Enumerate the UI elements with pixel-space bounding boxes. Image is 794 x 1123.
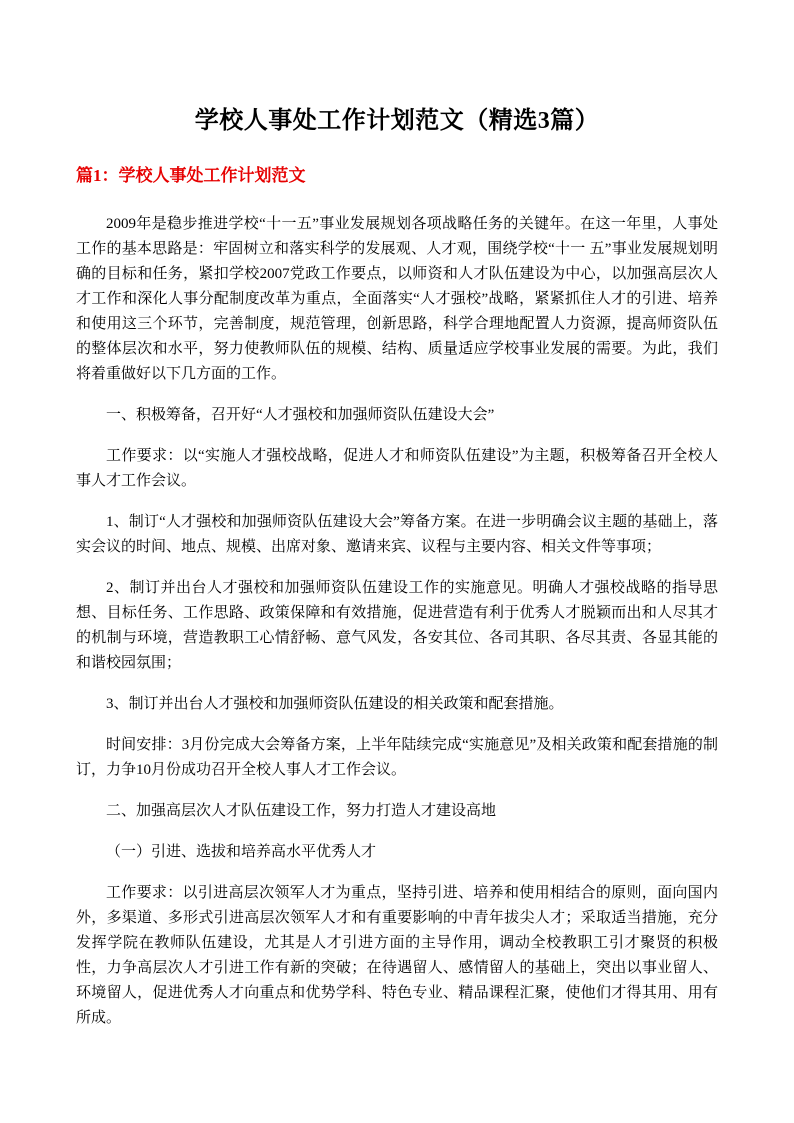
paragraph-item-2: 2、制订并出台人才强校和加强师资队伍建设工作的实施意见。明确人才强校战略的指导思想、目标任务、工作思路、政策保障和有效措施，促进营造有利于优秀人才脱颖而出和人尽其才的机制与环境，营造教职工心情舒畅、意气风发，各安其位、各司其职、各尽其责、各显其能的和谐校园氛围； [76,580,718,671]
paragraph-heading-2: 二、加强高层次人才队伍建设工作，努力打造人才建设高地 [106,803,497,819]
document-title: 学校人事处工作计划范文（精选3篇） [194,108,600,134]
paragraph-item-1: 1、制订“人才强校和加强师资队伍建设大会”筹备方案。在进一步明确会议主题的基础上，落实会议的时间、地点、规模、出席对象、邀请来宾、议程与主要内容、相关文件等事项； [76,514,718,555]
paragraph-item-3: 3、制订并出台人才强校和加强师资队伍建设的相关政策和配套措施。 [106,696,564,712]
paragraph-work-requirement-2: 工作要求：以引进高层次领军人才为重点，坚持引进、培养和使用相结合的原则，面向国内外，多渠道、多形式引进高层次领军人才和有重要影响的中青年拔尖人才；采取适当措施，充分发挥学院在教师队伍建设，尤其是人才引进方面的主导作用，调动全校教职工引才聚贤的积极性，力争高层次人才引进工作有新的突破；在待遇留人、感情留人的基础上，突出以事业留人、环境留人，促进优秀人才向重点和优势学科、特色专业、精品课程汇聚，使他们才得其用、用有所成。 [76,885,718,1026]
paragraph-heading-1: 一、积极筹备，召开好“人才强校和加强师资队伍建设大会” [106,407,495,423]
section-heading: 篇1：学校人事处工作计划范文 [76,166,306,185]
paragraph-schedule: 时间安排：3月份完成大会筹备方案，上半年陆续完成“实施意见”及相关政策和配套措施的制订，力争10月份成功召开全校人事人才工作会议。 [76,737,718,778]
paragraph-intro: 2009年是稳步推进学校“十一五”事业发展规划各项战略任务的关键年。在这一年里，人事处工作的基本思路是：牢固树立和落实科学的发展观、人才观，围绕学校“十一 五”事业发展规划明确的目标和任务，紧扣学校2007党政工作要点，以师资和人才队伍建设为中心，以加强高层次人才工作和深化人事分配制度改革为重点，全面落实“人才强校”战略，紧紧抓住人才的引进、培养和使用这三个环节，完善制度，规范管理，创新思路，科学合理地配置人力资源，提高师资队伍的整体层次和水平，努力使教师队伍的规模、结构、质量适应学校事业发展的需要。为此，我们将着重做好以下几方面的工作。 [76,216,718,382]
paragraph-subheading-1: （一）引进、选拔和培养高水平优秀人才 [106,844,377,860]
paragraph-work-requirement-1: 工作要求：以“实施人才强校战略，促进人才和师资队伍建设”为主题，积极筹备召开全校人事人才工作会议。 [76,448,718,489]
